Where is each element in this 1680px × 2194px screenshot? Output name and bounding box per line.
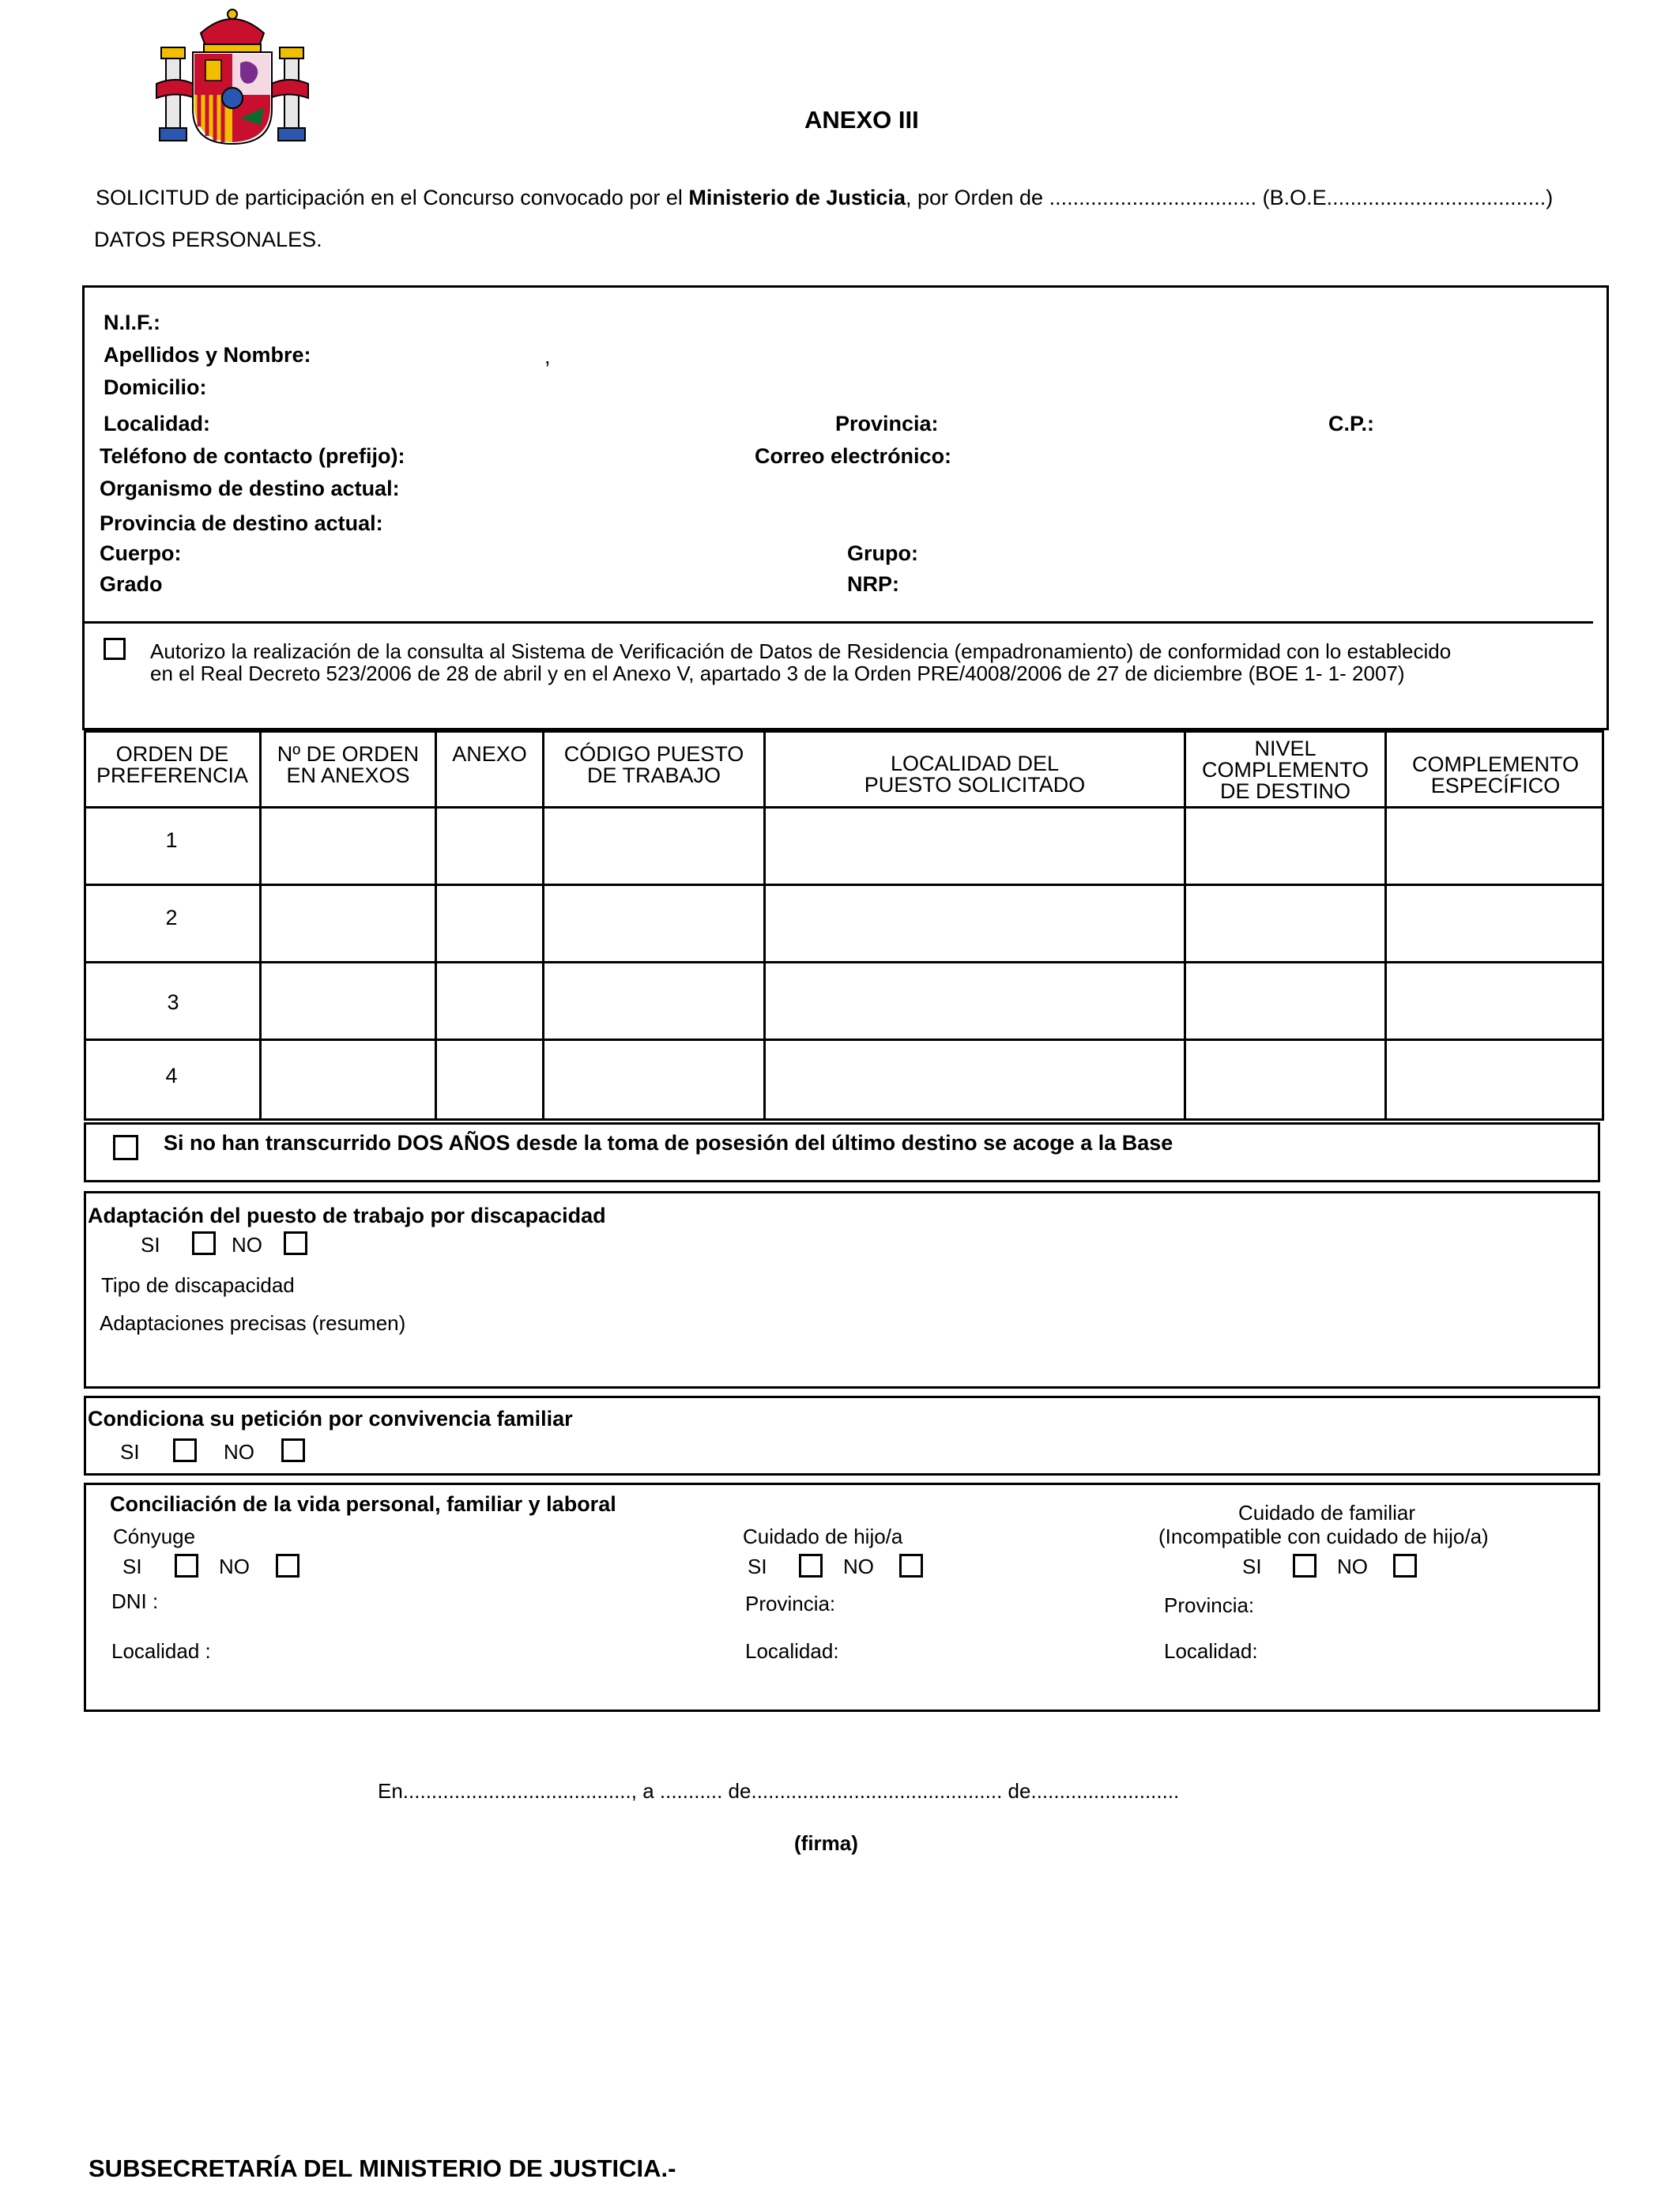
spain-coat-of-arms-icon bbox=[155, 8, 310, 147]
familiar-si-label: SI bbox=[1242, 1555, 1262, 1578]
header-orden-preferencia: ORDEN DE PREFERENCIA bbox=[96, 742, 249, 787]
conyuge-no-checkbox[interactable] bbox=[276, 1554, 299, 1578]
discapacidad-no-label: NO bbox=[232, 1233, 262, 1257]
intro-prefix: SOLICITUD de participación en el Concurso convocado por el bbox=[96, 186, 689, 209]
intro-ministry: Ministerio de Justicia bbox=[688, 186, 906, 209]
convivencia-si-label: SI bbox=[120, 1440, 140, 1464]
provincia-destino-label: Provincia de destino actual: bbox=[100, 511, 383, 535]
familiar-no-checkbox[interactable] bbox=[1393, 1554, 1417, 1578]
tipo-discapacidad-label: Tipo de discapacidad bbox=[101, 1273, 295, 1297]
conyuge-localidad-label: Localidad : bbox=[111, 1639, 211, 1663]
domicilio-label: Domicilio: bbox=[104, 375, 207, 399]
conyuge-no-label: NO bbox=[219, 1555, 250, 1578]
apellidos-label: Apellidos y Nombre: bbox=[104, 343, 311, 367]
conyuge-si-label: SI bbox=[122, 1555, 142, 1578]
familiar-si-checkbox[interactable] bbox=[1293, 1554, 1317, 1578]
localidad-label: Localidad: bbox=[104, 412, 211, 435]
cuerpo-label: Cuerpo: bbox=[100, 541, 182, 565]
conyuge-dni-label: DNI : bbox=[111, 1589, 159, 1613]
hijo-localidad-label: Localidad: bbox=[745, 1639, 839, 1663]
discapacidad-title: Adaptación del puesto de trabajo por discapacidad bbox=[88, 1204, 606, 1227]
apellidos-comma: , bbox=[544, 345, 551, 368]
row-number: 4 bbox=[165, 1064, 178, 1088]
autorizo-text-line1: Autorizo la realización de la consulta al Sistema de Verificación de Datos de Residencia (empadronamiento) de conformidad con lo establecido bbox=[150, 639, 1452, 663]
hijo-no-label: NO bbox=[843, 1555, 874, 1578]
header-numero-orden: Nº DE ORDEN EN ANEXOS bbox=[277, 742, 420, 787]
conciliacion-title: Conciliación de la vida personal, familiar y laboral bbox=[110, 1492, 616, 1516]
familiar-localidad-label: Localidad: bbox=[1164, 1639, 1258, 1663]
row-number: 1 bbox=[165, 828, 178, 852]
autorizo-text-line2: en el Real Decreto 523/2006 de 28 de abril y en el Anexo V, apartado 3 de la Orden PRE/4008/2006 de 27 de diciembre (BOE 1- 1- 2007) bbox=[150, 662, 1405, 685]
table-row-rule bbox=[84, 1039, 1604, 1041]
convivencia-si-checkbox[interactable] bbox=[173, 1438, 197, 1462]
hijo-label: Cuidado de hijo/a bbox=[743, 1525, 903, 1548]
signature-firma: (firma) bbox=[794, 1831, 858, 1855]
discapacidad-no-checkbox[interactable] bbox=[284, 1231, 307, 1255]
table-col-rule bbox=[542, 730, 544, 1121]
header-nivel-complemento: NIVEL COMPLEMENTO DE DESTINO bbox=[1201, 737, 1369, 803]
nrp-label: NRP: bbox=[847, 572, 899, 596]
hijo-si-label: SI bbox=[748, 1555, 767, 1578]
correo-label: Correo electrónico: bbox=[755, 444, 952, 468]
signature-line: En........................................, a ........... de............................................ de.......................... bbox=[378, 1779, 1180, 1803]
header-complemento-especifico: COMPLEMENTO ESPECÍFICO bbox=[1411, 752, 1580, 797]
intro-suffix: , por Orden de ................................... (B.O.E.....................................) bbox=[905, 186, 1554, 209]
dos-anos-checkbox[interactable] bbox=[113, 1135, 138, 1160]
grado-label: Grado bbox=[100, 572, 163, 596]
familiar-no-label: NO bbox=[1337, 1555, 1368, 1578]
convivencia-no-checkbox[interactable] bbox=[281, 1438, 305, 1462]
grupo-label: Grupo: bbox=[847, 541, 918, 565]
intro-line bbox=[96, 186, 1553, 210]
table-header-rule bbox=[84, 806, 1604, 809]
hijo-si-checkbox[interactable] bbox=[799, 1554, 823, 1578]
conyuge-label: Cónyuge bbox=[113, 1525, 196, 1548]
table-col-rule bbox=[435, 730, 437, 1121]
familiar-note: (Incompatible con cuidado de hijo/a) bbox=[1158, 1525, 1489, 1548]
discapacidad-si-checkbox[interactable] bbox=[192, 1231, 216, 1255]
header-anexo: ANEXO bbox=[452, 742, 527, 766]
hijo-provincia-label: Provincia: bbox=[745, 1592, 836, 1615]
convivencia-no-label: NO bbox=[224, 1440, 254, 1464]
section-datos-personales: DATOS PERSONALES. bbox=[94, 228, 322, 251]
row-number: 2 bbox=[165, 906, 178, 929]
cp-label: C.P.: bbox=[1328, 412, 1375, 435]
header-localidad-puesto: LOCALIDAD DEL PUESTO SOLICITADO bbox=[864, 752, 1086, 797]
hijo-no-checkbox[interactable] bbox=[899, 1554, 923, 1578]
nif-label: N.I.F.: bbox=[104, 311, 160, 334]
row-number: 3 bbox=[167, 990, 179, 1014]
table-row-rule bbox=[84, 961, 1604, 963]
table-row-rule bbox=[84, 884, 1604, 886]
autorizo-checkbox[interactable] bbox=[104, 638, 126, 660]
document-title: ANEXO III bbox=[804, 106, 919, 134]
conyuge-si-checkbox[interactable] bbox=[175, 1554, 198, 1578]
table-col-rule bbox=[259, 730, 262, 1121]
organismo-label: Organismo de destino actual: bbox=[100, 477, 400, 500]
dos-anos-text: Si no han transcurrido DOS AÑOS desde la toma de posesión del último destino se acoge a la Base bbox=[164, 1131, 1173, 1155]
provincia-label: Provincia: bbox=[835, 412, 939, 435]
discapacidad-si-label: SI bbox=[141, 1233, 160, 1257]
personal-divider bbox=[82, 621, 1593, 624]
convivencia-title: Condiciona su petición por convivencia familiar bbox=[88, 1407, 573, 1431]
header-codigo-puesto: CÓDIGO PUESTO DE TRABAJO bbox=[563, 742, 744, 787]
footer-subsecretaria: SUBSECRETARÍA DEL MINISTERIO DE JUSTICIA.- bbox=[89, 2154, 676, 2182]
familiar-provincia-label: Provincia: bbox=[1164, 1593, 1255, 1617]
telefono-label: Teléfono de contacto (prefijo): bbox=[100, 444, 405, 468]
familiar-label: Cuidado de familiar bbox=[1238, 1501, 1416, 1525]
adaptaciones-label: Adaptaciones precisas (resumen) bbox=[100, 1311, 406, 1335]
